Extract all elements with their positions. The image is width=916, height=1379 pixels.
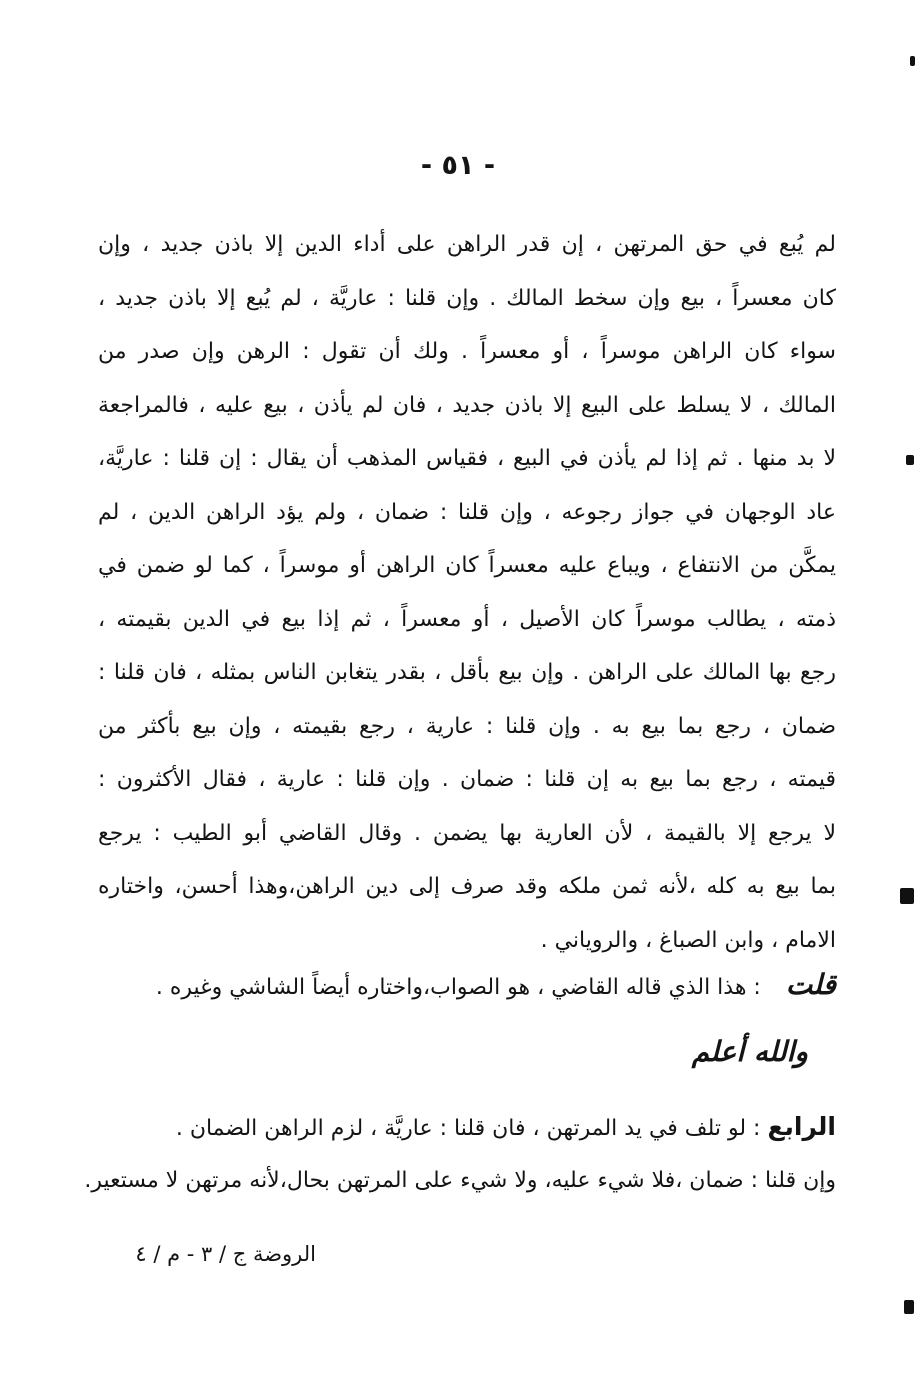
- text-line: ذمته ، يطالب موسراً كان الأصيل ، أو معسراً ، ثم إذا بيع في الدين بقيمته ،: [98, 606, 836, 632]
- text-line: عاد الوجهان في جواز رجوعه ، وإن قلنا : ضمان ، ولم يؤد الراهن الدين ، لم: [98, 499, 836, 525]
- text-line: رجع بها المالك على الراهن . وإن بيع بأقل ، بقدر يتغابن الناس بمثله ، فان قلنا :: [98, 660, 836, 685]
- note-text: : هذا الذي قاله القاضي ، هو الصواب،واختاره أيضاً الشاشي وغيره .: [155, 975, 761, 1000]
- text-line: يمكَّن من الانتفاع ، ويباع عليه معسراً كان الراهن أو موسراً ، كما لو ضمن في: [98, 553, 836, 578]
- margin-mark: [910, 56, 915, 66]
- margin-mark: [906, 455, 914, 465]
- text-line: لا يرجع إلا بالقيمة ، لأن العارية بها يضمن . وقال القاضي أبو الطيب : يرجع: [98, 820, 836, 846]
- text-line: لا بد منها . ثم إذا لم يأذن في البيع ، فقياس المذهب أن يقال : إن قلنا : عاريَّة،: [98, 446, 836, 471]
- main-paragraph: [98, 218, 836, 967]
- text-line: المالك ، لا يسلط على البيع إلا باذن جديد ، فان لم يأذن ، بيع عليه ، فالمراجعة: [98, 392, 836, 418]
- closing-formula: والله أعلم: [691, 1035, 808, 1068]
- text-line: لم يُبع في حق المرتهن ، إن قدر الراهن على أداء الدين إلا باذن جديد ، وإن: [98, 232, 836, 257]
- margin-mark: [904, 1300, 914, 1314]
- section-first-line: [98, 1100, 836, 1154]
- footer-signature: الروضة ج / ٣ - م / ٤: [135, 1242, 316, 1266]
- section-fourth: [84, 1100, 836, 1208]
- note-line: [98, 958, 836, 1011]
- note-label: قلت: [785, 968, 836, 1001]
- section-title: الرابع: [767, 1112, 836, 1141]
- text-line: الامام ، وابن الصباغ ، والروياني .: [540, 927, 836, 953]
- text-line: سواء كان الراهن موسراً ، أو معسراً . ولك أن تقول : الرهن وإن صدر من: [98, 339, 836, 364]
- section-second-line: وإن قلنا : ضمان ،فلا شيء عليه، ولا شيء على المرتهن بحال،لأنه مرتهن لا مستعير.: [84, 1168, 836, 1193]
- text-line: قيمته ، رجع بما بيع به إن قلنا : ضمان . وإن قلنا : عارية ، فقال الأكثرون :: [98, 767, 836, 792]
- text-line: بما بيع به كله ،لأنه ثمن ملكه وقد صرف إلى دين الراهن،وهذا أحسن، واختاره: [98, 874, 836, 899]
- text-line: ضمان ، رجع بما بيع به . وإن قلنا : عارية ، رجع بقيمته ، وإن بيع بأكثر من: [98, 713, 836, 739]
- text-line: كان معسراً ، بيع وإن سخط المالك . وإن قلنا : عاريَّة ، لم يُبع إلا باذن جديد ،: [98, 285, 836, 311]
- section-first-line-text: : لو تلف في يد المرتهن ، فان قلنا : عاريَّة ، لزم الراهن الضمان .: [175, 1116, 761, 1141]
- page-number: - ٥١ -: [420, 150, 496, 181]
- margin-mark: [900, 888, 914, 904]
